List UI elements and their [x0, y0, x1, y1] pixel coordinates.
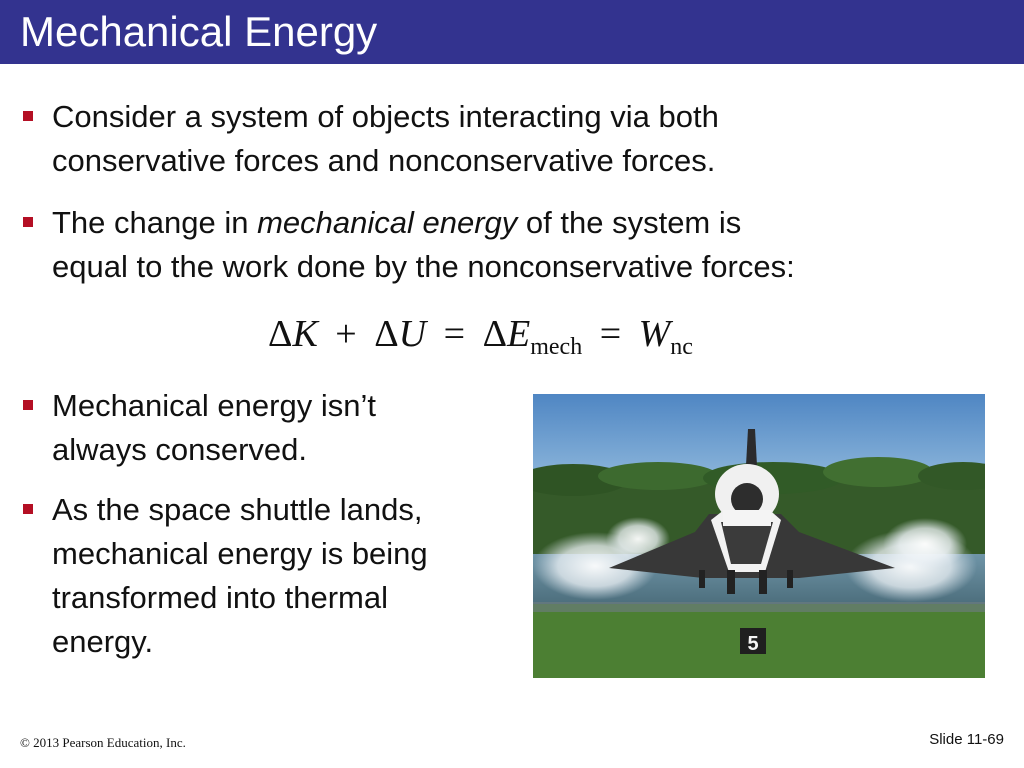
bullet-text: [52, 201, 795, 289]
title-bar: [0, 0, 1024, 64]
copyright: © 2013 Pearson Education, Inc.: [20, 735, 186, 750]
bullet-marker: [23, 217, 33, 227]
runway-surface: [533, 602, 985, 612]
equation-delta: Δ: [482, 313, 507, 355]
slide-number: Slide 11-69: [929, 731, 1004, 748]
bullet-line: As the space shuttle lands,: [52, 492, 423, 527]
bullet-line: transformed into thermal: [52, 580, 388, 615]
bullet-line: Mechanical energy isn’t: [52, 388, 376, 423]
bullet-line: equal to the work done by the nonconservative forces:: [52, 249, 795, 284]
equation-w: W: [638, 313, 671, 355]
equation-equals: =: [599, 313, 622, 355]
bullet-marker: [23, 111, 33, 121]
bullet-marker: [23, 400, 33, 410]
bullet-text: [52, 95, 719, 183]
equation-e: E: [507, 313, 531, 355]
runway-marker-label: 5: [747, 633, 759, 655]
bullet-text-plain: The change in: [52, 205, 258, 240]
equation-nc-subscript: nc: [670, 334, 693, 360]
equation-equals: =: [443, 313, 466, 355]
equation-mech-subscript: mech: [530, 334, 583, 360]
mechanical-energy-equation: [268, 308, 693, 360]
bullet-line: Consider a system of objects interacting via both: [52, 99, 719, 134]
equation-plus: +: [335, 313, 357, 355]
equation-u: U: [398, 313, 427, 355]
slide-title: Mechanical Energy: [20, 8, 378, 55]
bullet-line: energy.: [52, 624, 154, 659]
equation-k: K: [292, 313, 318, 355]
bullet-text: [52, 488, 428, 664]
equation-delta: Δ: [268, 313, 293, 355]
bullet-line: always conserved.: [52, 432, 308, 467]
space-shuttle-landing-photo: [533, 394, 985, 678]
bullet-text-plain: of the system is: [517, 205, 742, 240]
runway-marker: [740, 628, 766, 655]
bullet-line: mechanical energy is being: [52, 536, 428, 571]
bullet-marker: [23, 504, 33, 514]
equation-delta: Δ: [374, 313, 399, 355]
bullet-text-emphasis: mechanical energy: [257, 205, 518, 240]
bullet-line: conservative forces and nonconservative forces.: [52, 143, 716, 178]
bullet-text: [52, 384, 376, 472]
